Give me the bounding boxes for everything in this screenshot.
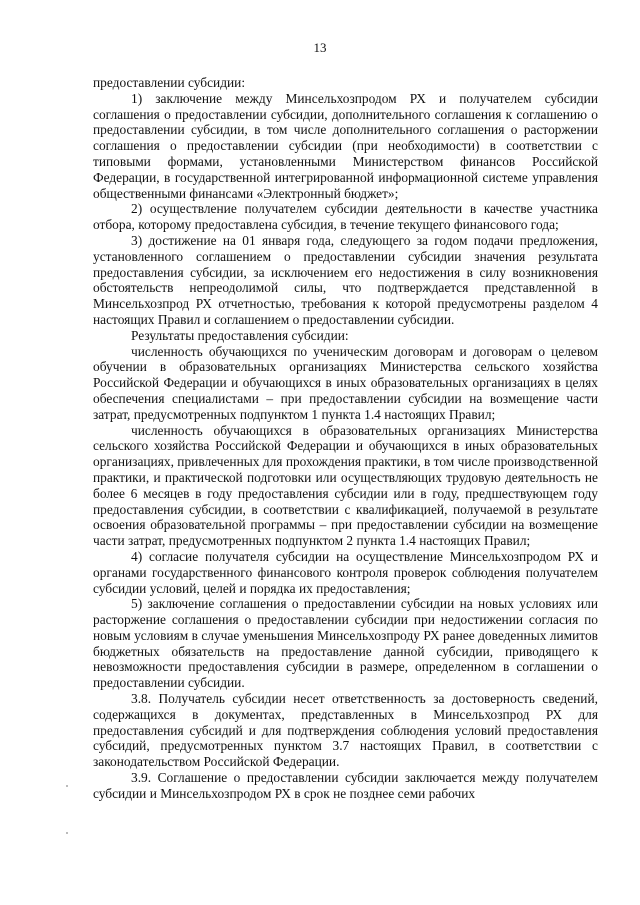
scan-mark: [66, 785, 68, 787]
paragraph-results-heading: Результаты предоставления субсидии:: [131, 327, 349, 343]
paragraph-3-8: 3.8. Получатель субсидии несет ответственность за достоверность сведений, содержащихся в документах, представленных в Минсельхозпрод РХ для предоставления субсидий и для подтверждения соблюдения условий предоставления субсидий, предусмотренных пунктом 3.7 настоящих Правил, в соответствии с законодательством Российской Федерации.: [93, 691, 598, 770]
paragraph-3-9: 3.9. Соглашение о предоставлении субсидии заключается между получателем субсидии и Минсельхозпродом РХ в срок не позднее семи рабочих: [93, 770, 598, 801]
paragraph-item-5: 5) заключение соглашения о предоставлении субсидии на новых условиях или расторжение соглашения о предоставлении субсидии при недостижении согласия по новым условиям в случае уменьшения Минсельхозпроду РХ ранее доведенных лимитов бюджетных обязательств на предоставление данной субсидии, приводящего к невозможности предоставления субсидии в размере, определенном в соглашении о предоставлении субсидии.: [93, 596, 598, 691]
paragraph-item-4: 4) согласие получателя субсидии на осуществление Минсельхозпродом РХ и органами государственного финансового контроля проверок соблюдения получателем субсидии условий, целей и порядка их предоставления;: [93, 548, 598, 596]
paragraph-result-2: численность обучающихся в образовательных организациях Министерства сельского хозяйства Российской Федерации и обучающихся в иных образовательных организациях, привлеченных для прохождения практики, в том числе производственной практики, и практической подготовки или осуществляющих трудовую деятельность не более 6 месяцев в году предоставления субсидии или в году, предшествующем году предоставления субсидии, в соответствии с квалификацией, получаемой в результате освоения образовательной программы – при предоставлении субсидии на возмещение части затрат, предусмотренных подпунктом 2 пункта 1.4 настоящих Правил;: [93, 422, 598, 549]
body-text: [93, 75, 598, 802]
scan-mark: [66, 832, 68, 834]
page-number: 13: [313, 40, 327, 55]
paragraph-result-1: численность обучающихся по ученическим договорам и договорам о целевом обучении в образовательных организациях Министерства сельского хозяйства Российской Федерации и обучающихся в иных образовательных организациях в целях обеспечения специалистами – при предоставлении субсидии на возмещение части затрат, предусмотренных подпунктом 1 пункта 1.4 настоящих Правил;: [93, 343, 598, 422]
paragraph-item-1: 1) заключение между Минсельхозпродом РХ и получателем субсидии соглашения о предоставлении субсидии, дополнительного соглашения к соглашению о предоставлении субсидии, в том числе дополнительного соглашения о расторжении соглашения о предоставлении субсидии (при необходимости) в соответствии с типовыми формами, установленными Министерством финансов Российской Федерации, в государственной интегрированной информационной системе управления общественными финансами «Электронный бюджет»;: [93, 90, 598, 201]
paragraph-intro: предоставлении субсидии:: [93, 75, 246, 90]
paragraph-item-2: 2) осуществление получателем субсидии деятельности в качестве участника отбора, которому предоставлена субсидия, в течение текущего финансового года;: [93, 201, 598, 233]
paragraph-item-3: 3) достижение на 01 января года, следующего за годом подачи предложения, установленного соглашением о предоставлении субсидии значения результата предоставления субсидии, за исключением его недостижения в силу возникновения обстоятельств непреодолимой силы, что подтверждается представленной в Минсельхозпрод РХ отчетностью, требования к которой предусмотрены разделом 4 настоящих Правил и соглашением о предоставлении субсидии.: [93, 232, 598, 327]
